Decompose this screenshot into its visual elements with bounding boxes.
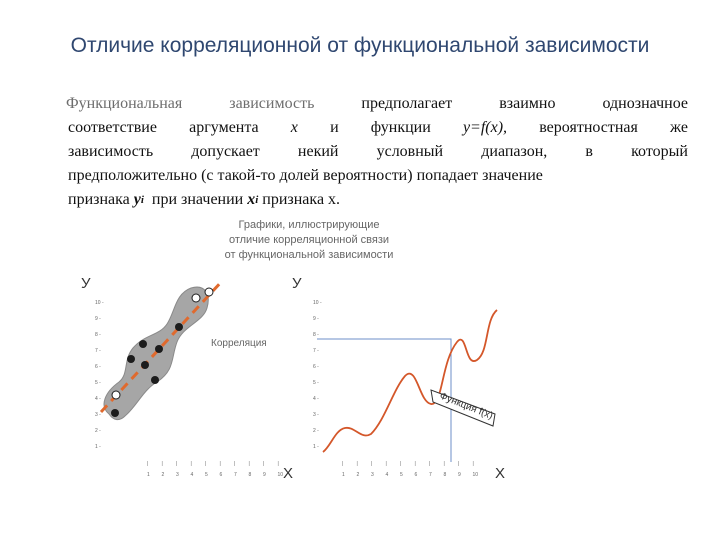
- left-y-tick-label: 9 -: [95, 316, 101, 322]
- correlation-label: Корреляция: [211, 338, 267, 349]
- right-x-tick-mark: |: [385, 461, 387, 467]
- word: в: [585, 143, 593, 160]
- right-y-tick-label: 1 -: [313, 444, 319, 450]
- left-x-tick-label: 6: [219, 472, 223, 478]
- paragraph-line-2: [68, 116, 688, 140]
- left-x-tick-label: 5: [205, 472, 208, 478]
- word: допускает: [191, 143, 260, 160]
- right-x-tick-label: 4: [385, 472, 389, 478]
- left-y-tick-label: 10 -: [95, 300, 104, 306]
- data-point: [139, 340, 147, 348]
- left-x-tick-mark: |: [234, 461, 236, 467]
- right-y-tick-label: 9 -: [313, 316, 319, 322]
- word: зависимость: [229, 95, 315, 112]
- right-x-tick-label: 1: [342, 472, 345, 478]
- right-y-tick-label: 5 -: [313, 380, 319, 386]
- subscript-i: i: [140, 194, 144, 206]
- right-y-axis-letter: У: [292, 275, 302, 292]
- line-text: при значении: [143, 191, 248, 208]
- function-chart: [292, 275, 505, 482]
- word: функции: [370, 119, 431, 136]
- data-point: [151, 376, 159, 384]
- left-x-tick-label: 1: [147, 472, 150, 478]
- function-label: Функция f(x): [437, 390, 495, 422]
- left-x-tick-mark: |: [205, 461, 207, 467]
- right-x-tick-label: 9: [458, 472, 461, 478]
- left-x-tick-mark: |: [147, 461, 149, 467]
- word: предполагает: [361, 95, 453, 112]
- left-x-axis-letter: Х: [283, 465, 294, 482]
- data-point: [205, 288, 213, 296]
- left-x-tick-mark: |: [161, 461, 163, 467]
- right-x-tick-label: 8: [443, 472, 447, 478]
- left-x-tick-mark: |: [190, 461, 192, 467]
- right-x-tick-mark: |: [371, 461, 373, 467]
- right-y-tick-label: 2 -: [313, 428, 319, 434]
- right-axis-ticks: [313, 300, 478, 478]
- symbol-y: y: [133, 191, 141, 208]
- right-y-tick-label: 3 -: [313, 412, 319, 418]
- right-x-tick-label: 7: [429, 472, 432, 478]
- left-y-tick-label: 2 -: [95, 428, 101, 434]
- left-y-axis-letter: У: [81, 275, 91, 292]
- left-x-tick-label: 3: [176, 472, 179, 478]
- right-y-tick-label: 7 -: [313, 348, 319, 354]
- line-text: признака: [68, 191, 134, 208]
- left-y-tick-label: 7 -: [95, 348, 101, 354]
- figure-caption-1: Графики, иллюстрирующие: [238, 219, 380, 231]
- left-x-tick-mark: |: [176, 461, 178, 467]
- paragraph-line-3: [68, 140, 688, 164]
- right-x-tick-mark: |: [443, 461, 445, 467]
- right-x-tick-mark: |: [429, 461, 431, 467]
- paragraph: [68, 92, 688, 212]
- word: и: [330, 119, 339, 136]
- line-text: предположительно (с такой-то долей вероятности) попадает значение: [68, 167, 543, 184]
- right-x-tick-mark: |: [472, 461, 474, 467]
- left-x-tick-mark: |: [248, 461, 250, 467]
- right-y-tick-label: 8 -: [313, 332, 319, 338]
- word: вероятностная: [539, 119, 638, 136]
- figure-svg: [59, 212, 539, 484]
- correlation-chart: [81, 275, 293, 482]
- left-x-tick-label: 7: [234, 472, 237, 478]
- left-x-tick-label: 10: [277, 472, 284, 478]
- left-x-tick-mark: |: [263, 461, 265, 467]
- data-point: [141, 361, 149, 369]
- figure-caption-2: отличие корреляционной связи: [228, 234, 390, 246]
- word: условный: [376, 143, 444, 160]
- word: же: [670, 119, 688, 136]
- left-x-tick-mark: |: [219, 461, 221, 467]
- word: y=f(x),: [462, 119, 508, 136]
- right-x-tick-label: 3: [371, 472, 374, 478]
- word: аргумента: [189, 119, 259, 136]
- word: диапазон,: [481, 143, 548, 160]
- left-x-tick-label: 4: [190, 472, 194, 478]
- paragraph-line-5: [68, 188, 688, 212]
- data-point: [192, 294, 200, 302]
- left-x-tick-label: 8: [248, 472, 252, 478]
- paragraph-line-4: [68, 164, 688, 188]
- left-y-tick-label: 3 -: [95, 412, 101, 418]
- word: взаимно: [499, 95, 556, 112]
- right-x-axis-letter: Х: [495, 465, 506, 482]
- data-point: [111, 409, 119, 417]
- right-x-tick-label: 2: [356, 472, 360, 478]
- right-x-tick-mark: |: [342, 461, 344, 467]
- left-y-tick-label: 4 -: [95, 396, 101, 402]
- figure-caption-3: от функциональной зависимости: [224, 249, 394, 261]
- slide-title: Отличие корреляционной от функциональной зависимости: [70, 34, 650, 57]
- right-x-tick-label: 5: [400, 472, 403, 478]
- data-point: [155, 345, 163, 353]
- left-x-tick-label: 2: [161, 472, 165, 478]
- word: x: [290, 119, 298, 136]
- symbol-x: x: [247, 191, 256, 208]
- word: Функциональная: [66, 95, 183, 112]
- word: некий: [297, 143, 339, 160]
- guide-line: [317, 339, 451, 462]
- figure-illustration: [59, 212, 539, 484]
- word: однозначное: [602, 95, 688, 112]
- data-point: [127, 355, 135, 363]
- right-y-tick-label: 4 -: [313, 396, 319, 402]
- right-y-tick-label: 10 -: [313, 300, 322, 306]
- right-x-tick-mark: |: [356, 461, 358, 467]
- word: соответствие: [68, 119, 157, 136]
- data-point: [112, 391, 120, 399]
- paragraph-line-1: [66, 92, 688, 116]
- left-x-tick-mark: |: [277, 461, 279, 467]
- right-x-tick-label: 10: [472, 472, 479, 478]
- left-y-tick-label: 6 -: [95, 364, 101, 370]
- word: который: [631, 143, 688, 160]
- right-x-tick-mark: |: [400, 461, 402, 467]
- function-curve: [323, 310, 497, 452]
- right-x-tick-mark: |: [458, 461, 460, 467]
- word: зависимость: [68, 143, 154, 160]
- line-text: признака x.: [258, 191, 341, 208]
- data-point: [175, 323, 183, 331]
- left-y-tick-label: 1 -: [95, 444, 101, 450]
- right-x-tick-label: 6: [414, 472, 418, 478]
- subscript-i: i: [255, 194, 259, 206]
- left-y-tick-label: 5 -: [95, 380, 101, 386]
- left-x-tick-label: 9: [263, 472, 266, 478]
- right-x-tick-mark: |: [414, 461, 416, 467]
- left-y-tick-label: 8 -: [95, 332, 101, 338]
- right-y-tick-label: 6 -: [313, 364, 319, 370]
